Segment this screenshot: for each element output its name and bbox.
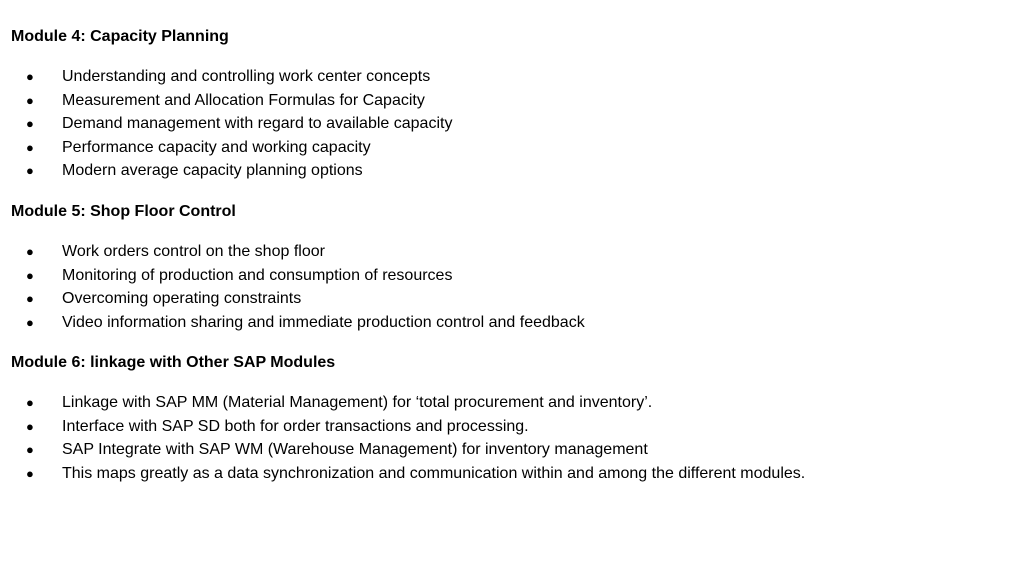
list-item-text: Demand management with regard to available capacity bbox=[62, 115, 453, 132]
bullet-icon: ● bbox=[26, 465, 34, 481]
list-item-text: Performance capacity and working capacity bbox=[62, 138, 371, 156]
module-4-section bbox=[11, 27, 1011, 179]
list-item-text: Modern average capacity planning options bbox=[62, 162, 363, 179]
list-item-text: SAP Integrate with SAP WM (Warehouse Management) for inventory management bbox=[62, 441, 648, 458]
bullet-icon: ● bbox=[26, 267, 34, 283]
module-6-section bbox=[11, 353, 1011, 482]
bullet-icon: ● bbox=[26, 291, 34, 306]
list-item-text: Work orders control on the shop floor bbox=[62, 243, 325, 260]
list-item-text: Monitoring of production and consumption of resources bbox=[62, 266, 453, 284]
list-item-text: Interface with SAP SD both for order transactions and processing. bbox=[62, 417, 529, 435]
bullet-icon: ● bbox=[26, 116, 34, 131]
bullet-icon: ● bbox=[26, 314, 34, 330]
list-item-text: Measurement and Allocation Formulas for Capacity bbox=[62, 91, 425, 109]
bullet-icon: ● bbox=[26, 92, 34, 108]
list-item-text: This maps greatly as a data synchronization and communication within and among the different modules. bbox=[62, 464, 806, 482]
list-item-text: Linkage with SAP MM (Material Management) for ‘total procurement and inventory’. bbox=[62, 394, 653, 411]
bullet-icon: ● bbox=[26, 69, 34, 84]
module-6-heading: Module 6: linkage with Other SAP Modules bbox=[11, 354, 336, 371]
list-item-text: Overcoming operating constraints bbox=[62, 290, 302, 307]
bullet-icon: ● bbox=[26, 395, 34, 410]
bullet-icon: ● bbox=[26, 139, 34, 155]
bullet-icon: ● bbox=[26, 163, 34, 178]
bullet-icon: ● bbox=[26, 418, 34, 434]
list-item-text: Understanding and controlling work center concepts bbox=[62, 68, 431, 85]
bullet-icon: ● bbox=[26, 244, 34, 259]
list-item-text: Video information sharing and immediate production control and feedback bbox=[62, 313, 585, 331]
bullet-icon: ● bbox=[26, 442, 34, 457]
module-5-heading: Module 5: Shop Floor Control bbox=[11, 203, 236, 220]
module-5-section bbox=[11, 202, 1011, 331]
module-4-heading: Module 4: Capacity Planning bbox=[11, 28, 229, 45]
